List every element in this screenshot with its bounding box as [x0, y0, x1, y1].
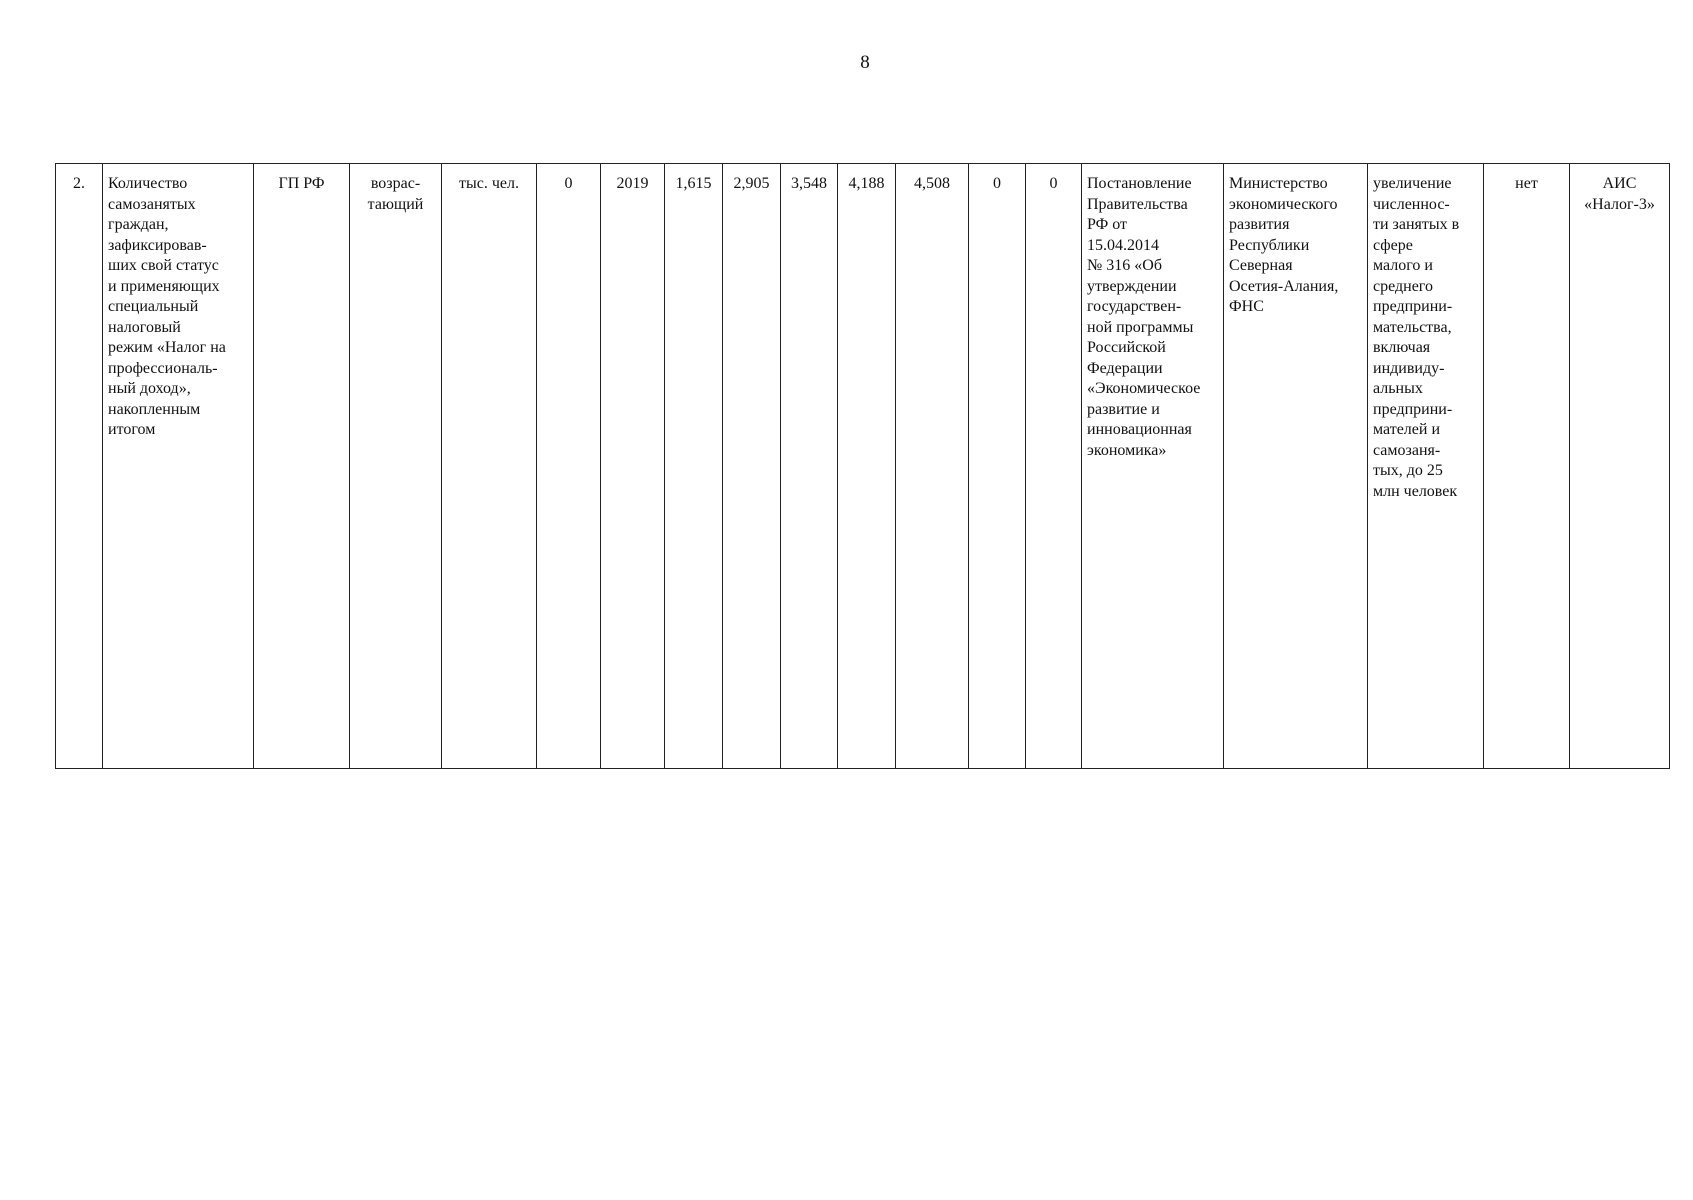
- page-number: 8: [860, 52, 870, 73]
- trend-cell: возрас- тающий: [350, 164, 442, 769]
- value-cell-5: 4,508: [896, 164, 969, 769]
- row-number-cell: 2.: [56, 164, 103, 769]
- value-cell-4: 4,188: [838, 164, 896, 769]
- level-cell: ГП РФ: [254, 164, 350, 769]
- document-cell: Постановление Правительства РФ от 15.04.2014 № 316 «Об утверждении государствен- ной программы Российской Федерации «Экономическое развитие и инновационная экономика»: [1082, 164, 1224, 769]
- value-cell-6: 0: [969, 164, 1026, 769]
- value-cell-3: 3,548: [781, 164, 838, 769]
- table-row: [56, 164, 1670, 769]
- unit-cell: тыс. чел.: [442, 164, 537, 769]
- info-system-cell: АИС «Налог-3»: [1570, 164, 1670, 769]
- value-cell-2: 2,905: [723, 164, 781, 769]
- indicator-table: [55, 163, 1670, 769]
- indicator-name-cell: Количество самозанятых граждан, зафиксировав- ших свой статус и применяющих специальный налоговый режим «Налог на профессиональ- ный доход», накопленным итогом: [103, 164, 254, 769]
- base-year-cell: 2019: [601, 164, 665, 769]
- base-value-cell: 0: [537, 164, 601, 769]
- value-cell-7: 0: [1026, 164, 1082, 769]
- responsible-cell: Министерство экономического развития Республики Северная Осетия-Алания, ФНС: [1224, 164, 1368, 769]
- related-result-cell: увеличение численнос- ти занятых в сфере малого и среднего предприни- мательства, включая индивиду- альных предприни- мателей и самозаня- тых, до 25 млн человек: [1368, 164, 1484, 769]
- value-cell-1: 1,615: [665, 164, 723, 769]
- decomposition-cell: нет: [1484, 164, 1570, 769]
